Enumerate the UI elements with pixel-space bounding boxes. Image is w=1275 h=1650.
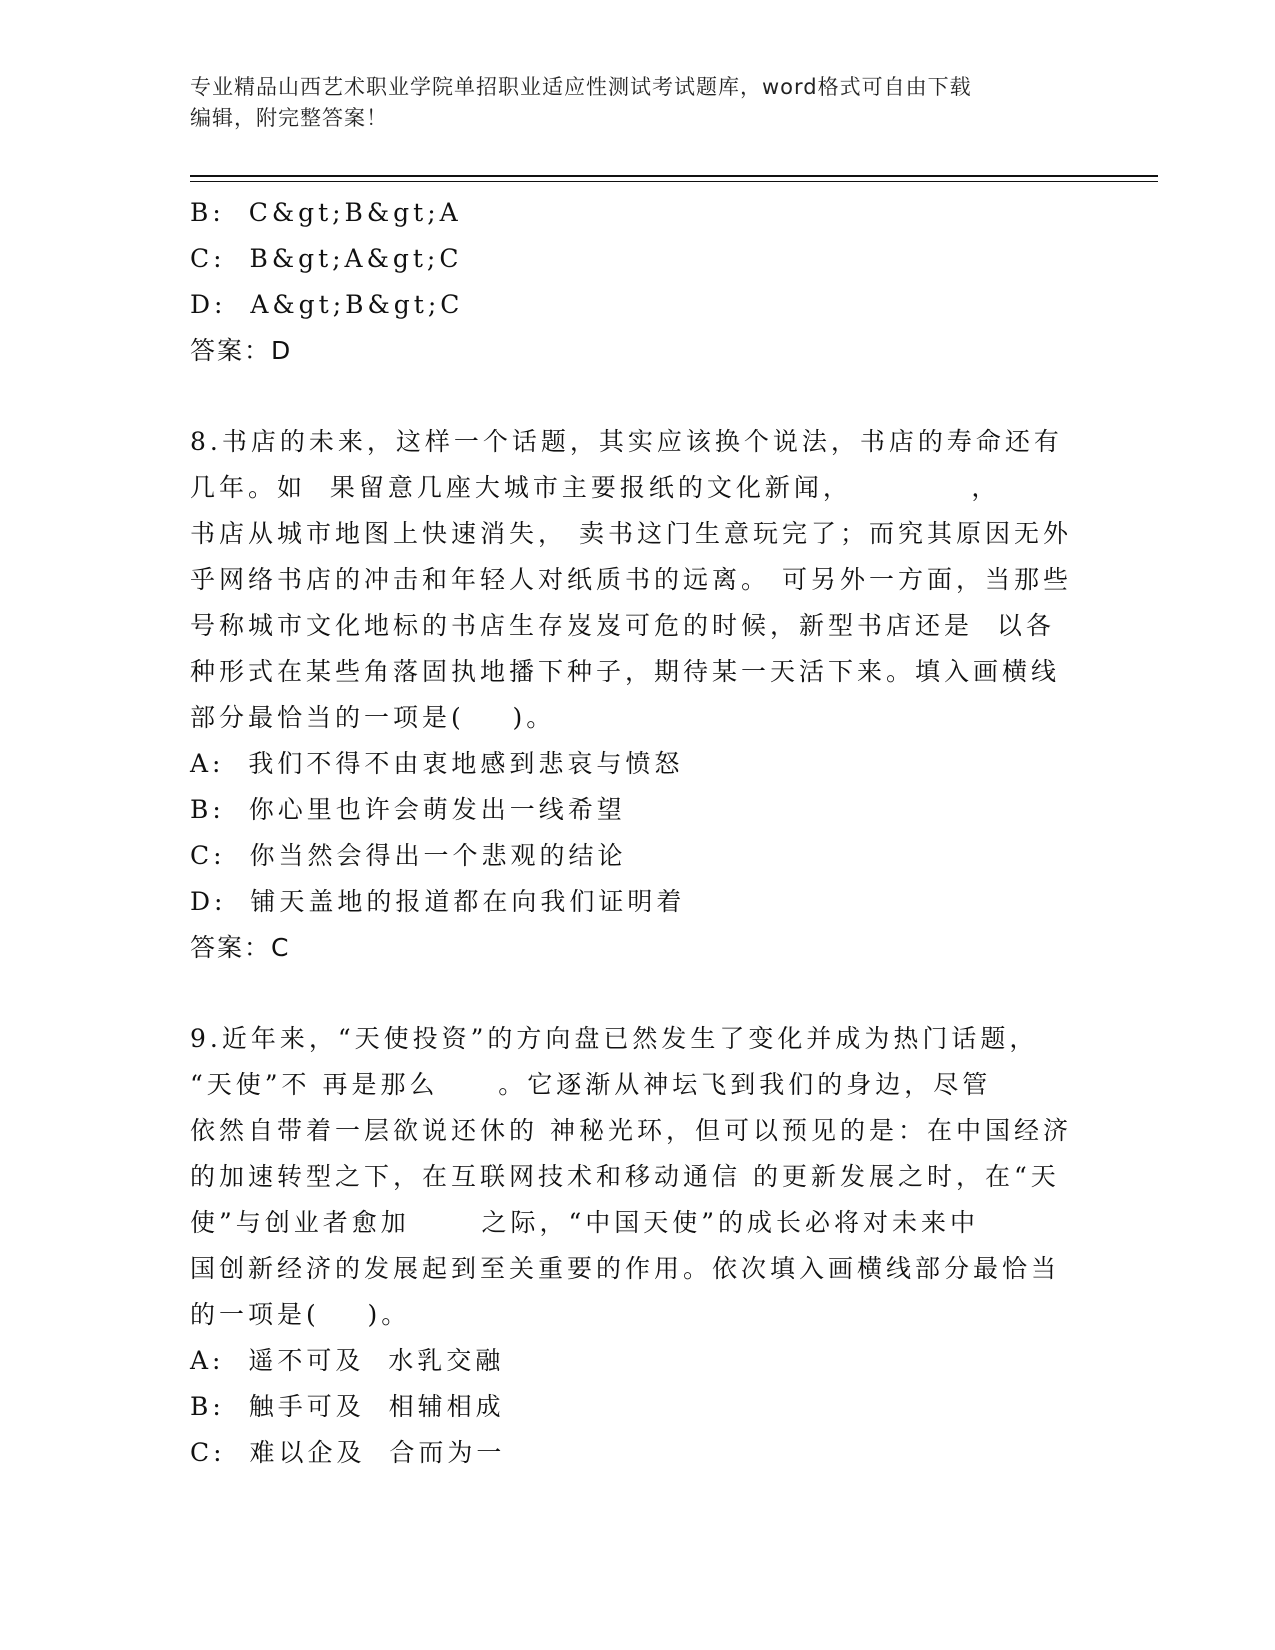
question-text-line: 的一项是( )。 [190,1300,411,1329]
option-b: B: 触手可及 相辅相成 [190,1392,505,1421]
question-text-line: 使”与创业者愈加 之际，“中国天使”的成长必将对未来中 [190,1208,980,1237]
option-b: B: 你心里也许会萌发出一线希望 [190,795,626,824]
spacer [190,971,1090,1016]
question-text-line: 9.近年来，“天使投资”的方向盘已然发生了变化并成为热门话题， [190,1024,1039,1053]
question-text-line: 几年。如 果留意几座大城市主要报纸的文化新闻， ， [190,473,1001,502]
header-line-1: 专业精品山西艺术职业学院单招职业适应性测试考试题库，word格式可自由下载 [190,75,972,99]
option-c: C: 你当然会得出一个悲观的结论 [190,841,627,870]
option-c: C: 难以企及 合而为一 [190,1438,506,1467]
question-text-line: 乎网络书店的冲击和年轻人对纸质书的远离。 可另外一方面，当那些 [190,565,1072,594]
page-header [190,72,1070,134]
header-divider-thin [190,181,1158,182]
question-text-line: 国创新经济的发展起到至关重要的作用。依次填入画横线部分最恰当 [190,1254,1061,1283]
document-body [190,190,1090,1476]
answer-line: 答案：C [190,933,291,962]
question-9 [190,1016,1090,1476]
option-c: C: B&gt;A&gt;C [190,244,463,273]
option-a: A: 我们不得不由衷地感到悲哀与愤怒 [190,749,684,778]
option-d: D: A&gt;B&gt;C [190,290,464,319]
question-text-line: 8.书店的未来，这样一个话题，其实应该换个说法，书店的寿命还有 [190,427,1063,456]
question-text-line: 部分最恰当的一项是( )。 [190,703,556,732]
answer-line: 答案：D [190,336,293,365]
header-divider-thick [190,175,1158,177]
question-text-line: 书店从城市地图上快速消失， 卖书这门生意玩完了；而究其原因无外 [190,519,1072,548]
spacer [190,374,1090,419]
option-d: D: 铺天盖地的报道都在向我们证明着 [190,887,686,916]
option-b: B: C&gt;B&gt;A [190,198,462,227]
question-text-line: 号称城市文化地标的书店生存岌岌可危的时候，新型书店还是 以各 [190,611,1055,640]
question-text-line: 的加速转型之下，在互联网技术和移动通信 的更新发展之时，在“天 [190,1162,1060,1191]
option-a: A: 遥不可及 水乳交融 [190,1346,505,1375]
header-line-2: 编辑，附完整答案！ [190,106,388,130]
question-text-line: “天使”不 再是那么 。它逐渐从神坛飞到我们的身边，尽管 [190,1070,992,1099]
question-8 [190,419,1090,971]
question-text-line: 种形式在某些角落固执地播下种子，期待某一天活下来。填入画横线 [190,657,1061,686]
previous-question [190,190,1090,374]
question-text-line: 依然自带着一层欲说还休的 神秘光环，但可以预见的是：在中国经济 [190,1116,1072,1145]
